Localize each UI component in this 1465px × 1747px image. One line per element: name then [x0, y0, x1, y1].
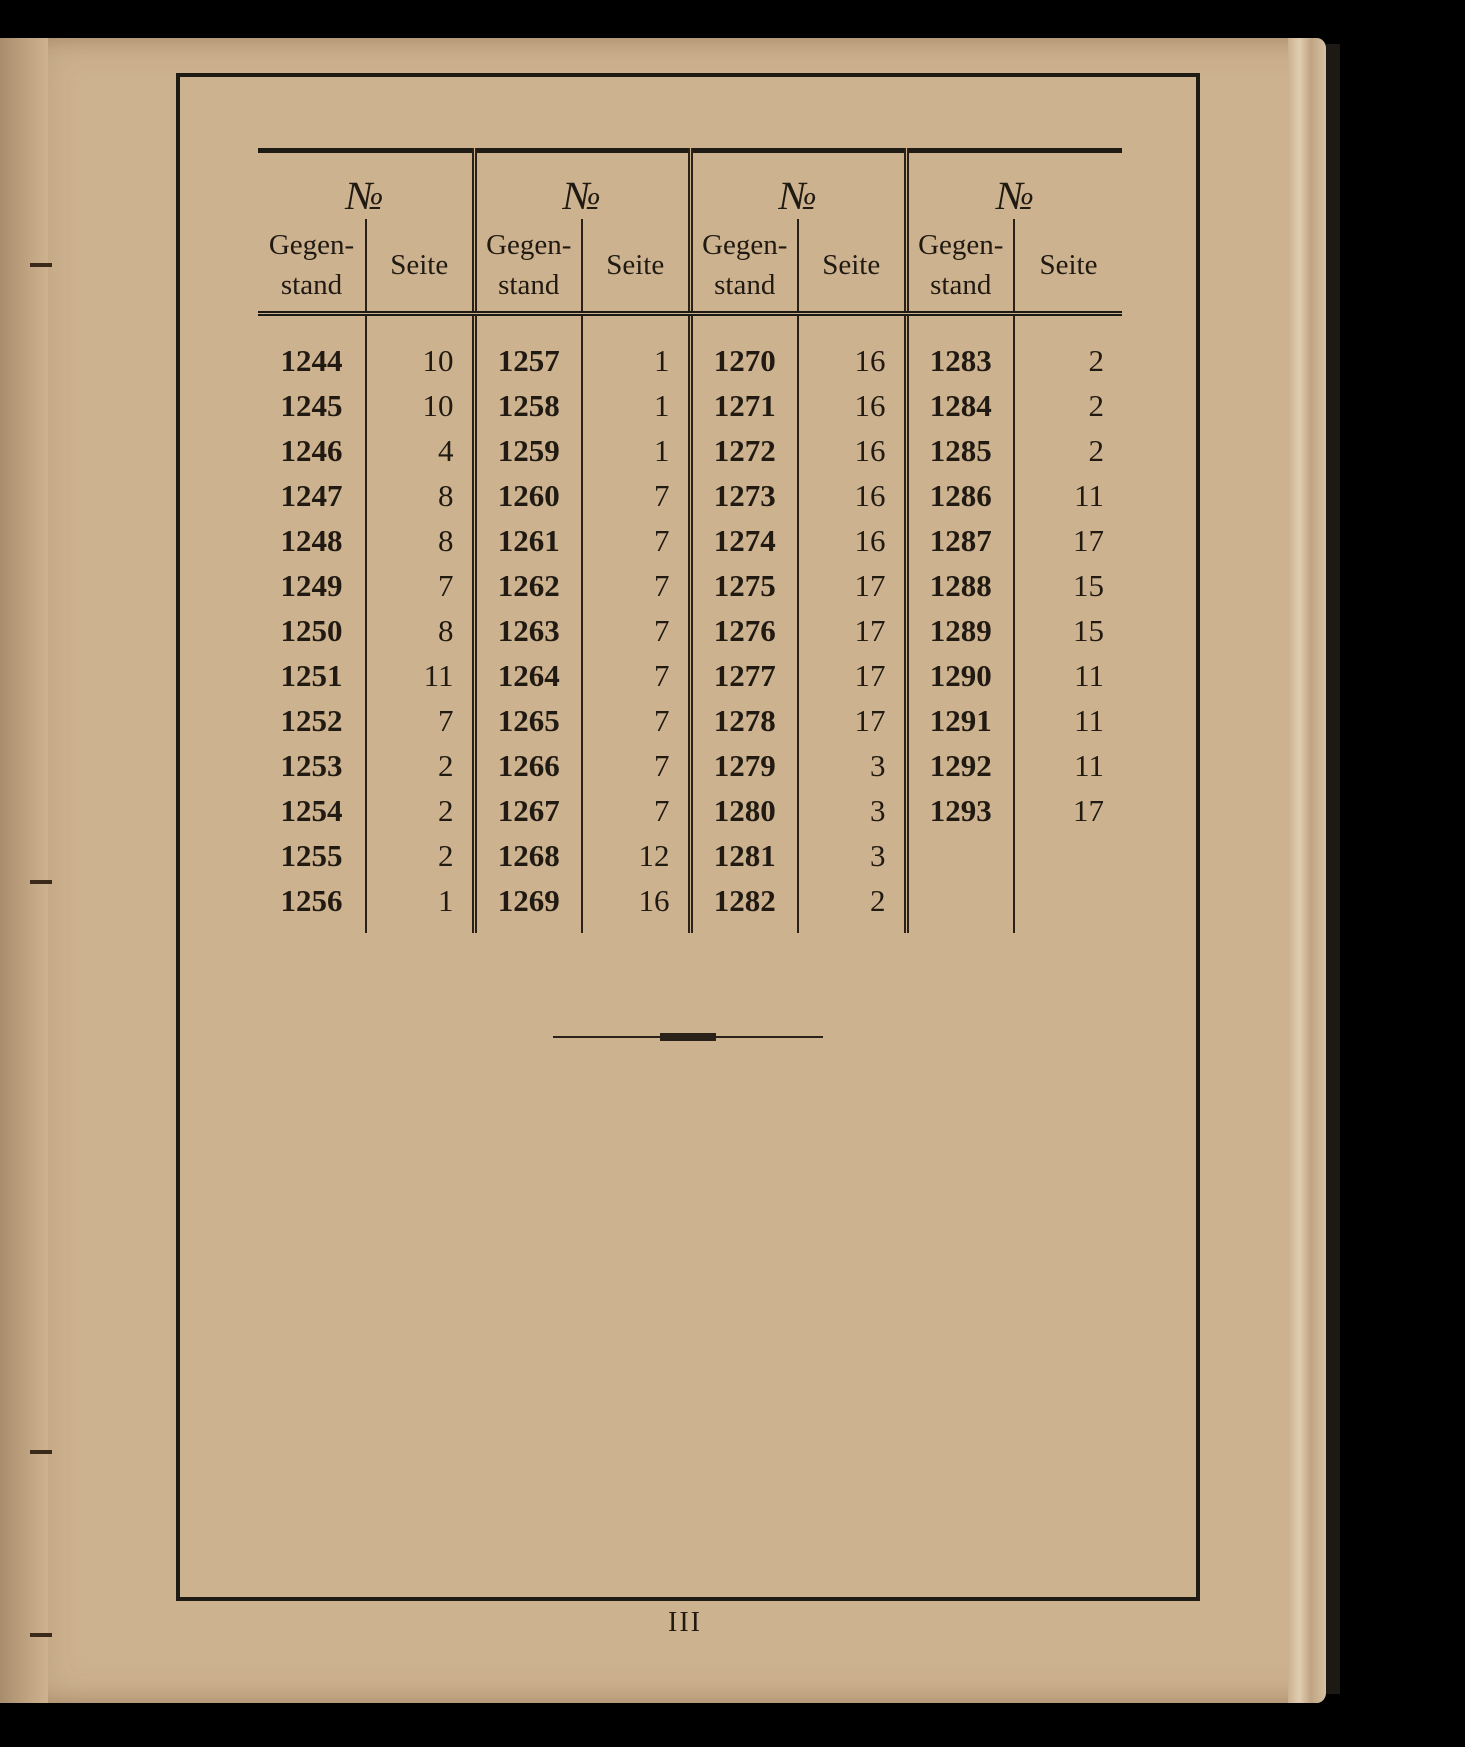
number-sign-header: №: [906, 151, 1122, 220]
gegenstand-number: 1292: [906, 743, 1014, 788]
number-sign-header: №: [345, 173, 384, 218]
table-row: [258, 698, 1122, 743]
gegenstand-number: 1278: [690, 698, 798, 743]
table-row: [258, 563, 1122, 608]
seite-number: 2: [798, 878, 906, 923]
table-row: [258, 473, 1122, 518]
tail-row: [258, 923, 1122, 933]
seite-number: 2: [1014, 338, 1122, 383]
seite-number: 10: [366, 383, 474, 428]
gegenstand-number: 1293: [906, 788, 1014, 833]
table-row: [258, 788, 1122, 833]
gegenstand-number: 1288: [906, 563, 1014, 608]
table-row: [258, 518, 1122, 563]
gegenstand-number: 1264: [474, 653, 582, 698]
gegenstand-line-2: stand: [930, 269, 992, 301]
seite-number: 11: [1014, 653, 1122, 698]
gegenstand-line-1: Gegen-: [702, 229, 788, 261]
seite-number: 7: [582, 653, 690, 698]
gegenstand-number: 1258: [474, 383, 582, 428]
seite-number: 17: [1014, 518, 1122, 563]
seite-number: 17: [798, 563, 906, 608]
gegenstand-number: 1274: [690, 518, 798, 563]
seite-number: 16: [798, 383, 906, 428]
gegenstand-number: 1247: [280, 477, 343, 513]
seite-number: 17: [1014, 788, 1122, 833]
ornament-dash: [660, 1033, 716, 1041]
gegenstand-number: 1280: [690, 788, 798, 833]
seite-header: Seite: [366, 219, 474, 314]
gegenstand-number: 1277: [690, 653, 798, 698]
gegenstand-number: 1255: [280, 837, 343, 873]
gegenstand-number: 1267: [474, 788, 582, 833]
seite-number: 1: [582, 383, 690, 428]
seite-number: 3: [798, 833, 906, 878]
gegenstand-number: 1281: [690, 833, 798, 878]
gegenstand-number: 1291: [906, 698, 1014, 743]
gegenstand-number: 1283: [906, 338, 1014, 383]
gegenstand-number: 1261: [474, 518, 582, 563]
table-row: [258, 653, 1122, 698]
seite-number: 2: [366, 788, 474, 833]
seite-number: 7: [366, 563, 474, 608]
seite-number: 16: [798, 518, 906, 563]
gegenstand-header: [474, 219, 582, 314]
gegenstand-number: 1275: [690, 563, 798, 608]
table-row: [258, 608, 1122, 653]
gegenstand-number: 1260: [474, 473, 582, 518]
number-sign-header: №: [474, 151, 690, 220]
seite-number: 15: [1014, 608, 1122, 653]
seite-number: 17: [798, 653, 906, 698]
seite-number: 7: [582, 608, 690, 653]
gegenstand-line-2: stand: [714, 269, 776, 301]
seite-header: Seite: [798, 219, 906, 314]
gegenstand-number: 1257: [474, 338, 582, 383]
gegenstand-number: 1265: [474, 698, 582, 743]
gegenstand-line-1: Gegen-: [268, 229, 355, 261]
seite-number: 8: [366, 518, 474, 563]
gegenstand-number: 1270: [690, 338, 798, 383]
gegenstand-line-2: stand: [280, 269, 343, 301]
seite-number: 7: [582, 518, 690, 563]
gegenstand-number: 1279: [690, 743, 798, 788]
gegenstand-number: 1254: [280, 792, 343, 828]
number-sign-header: №: [690, 151, 906, 220]
gegenstand-number: 1276: [690, 608, 798, 653]
seite-number: 2: [1014, 428, 1122, 473]
seite-number: 1: [366, 878, 474, 923]
gegenstand-number: 1287: [906, 518, 1014, 563]
seite-number: 15: [1014, 563, 1122, 608]
seite-number: 11: [1014, 473, 1122, 518]
gegenstand-number: 1253: [280, 747, 343, 783]
seite-number: 4: [366, 428, 474, 473]
gegenstand-number: 1272: [690, 428, 798, 473]
gegenstand-line-1: Gegen-: [486, 229, 572, 261]
folio-number: III: [668, 1607, 702, 1638]
gegenstand-number: 1248: [280, 522, 343, 558]
seite-number: 8: [366, 473, 474, 518]
seite-number: 7: [366, 698, 474, 743]
gegenstand-header: [258, 219, 366, 314]
gegenstand-number: 1273: [690, 473, 798, 518]
seite-number: 12: [582, 833, 690, 878]
seite-number: 7: [582, 698, 690, 743]
gegenstand-number: [906, 833, 1014, 878]
spacer-row: [258, 314, 1122, 339]
seite-number: 7: [582, 788, 690, 833]
table-row: [258, 428, 1122, 473]
gegenstand-number: 1284: [906, 383, 1014, 428]
gegenstand-number: 1249: [280, 567, 343, 603]
seite-number: 7: [582, 743, 690, 788]
gegenstand-number: 1259: [474, 428, 582, 473]
binding-stitch: [30, 1450, 52, 1454]
seite-number: 11: [366, 653, 474, 698]
index-table: [258, 148, 1122, 933]
seite-number: 3: [798, 743, 906, 788]
gegenstand-number: 1263: [474, 608, 582, 653]
table-row: [258, 383, 1122, 428]
table-row: [258, 338, 1122, 383]
seite-number: [1014, 878, 1122, 923]
gegenstand-number: 1271: [690, 383, 798, 428]
gegenstand-number: 1290: [906, 653, 1014, 698]
seite-number: 2: [1014, 383, 1122, 428]
gegenstand-number: 1286: [906, 473, 1014, 518]
seite-number: 16: [798, 473, 906, 518]
seite-number: 1: [582, 428, 690, 473]
seite-number: [1014, 833, 1122, 878]
gegenstand-number: 1269: [474, 878, 582, 923]
gegenstand-number: 1282: [690, 878, 798, 923]
seite-number: 11: [1014, 743, 1122, 788]
seite-number: 2: [366, 833, 474, 878]
seite-number: 7: [582, 473, 690, 518]
gegenstand-line-1: Gegen-: [918, 229, 1004, 261]
gegenstand-number: 1256: [280, 882, 343, 918]
table-row: [258, 833, 1122, 878]
binding-stitch: [30, 880, 52, 884]
seite-number: 17: [798, 698, 906, 743]
page-edges: [1288, 38, 1326, 1703]
index-body: [258, 314, 1122, 934]
seite-number: 10: [366, 338, 474, 383]
gegenstand-number: 1252: [280, 702, 343, 738]
gegenstand-number: 1250: [280, 612, 343, 648]
seite-number: 8: [366, 608, 474, 653]
seite-number: 17: [798, 608, 906, 653]
gegenstand-number: 1245: [280, 387, 343, 423]
seite-number: 2: [366, 743, 474, 788]
seite-number: 3: [798, 788, 906, 833]
gegenstand-number: 1244: [280, 342, 343, 378]
gegenstand-header: [690, 219, 798, 314]
binding-stitch: [30, 263, 52, 267]
seite-number: 16: [798, 428, 906, 473]
seite-number: 16: [582, 878, 690, 923]
gegenstand-number: 1251: [280, 657, 343, 693]
seite-header: Seite: [582, 219, 690, 314]
gegenstand-number: 1268: [474, 833, 582, 878]
seite-number: 1: [582, 338, 690, 383]
seite-number: 11: [1014, 698, 1122, 743]
gegenstand-number: 1285: [906, 428, 1014, 473]
seite-number: 16: [798, 338, 906, 383]
seite-number: 7: [582, 563, 690, 608]
gegenstand-number: 1262: [474, 563, 582, 608]
gegenstand-number: 1266: [474, 743, 582, 788]
gegenstand-number: 1289: [906, 608, 1014, 653]
seite-header: Seite: [1014, 219, 1122, 314]
gegenstand-number: 1246: [280, 432, 343, 468]
table-row: [258, 878, 1122, 923]
gegenstand-line-2: stand: [498, 269, 560, 301]
gegenstand-number: [906, 878, 1014, 923]
gegenstand-header: [906, 219, 1014, 314]
table-row: [258, 743, 1122, 788]
book-cover-edge: [1326, 44, 1340, 1694]
